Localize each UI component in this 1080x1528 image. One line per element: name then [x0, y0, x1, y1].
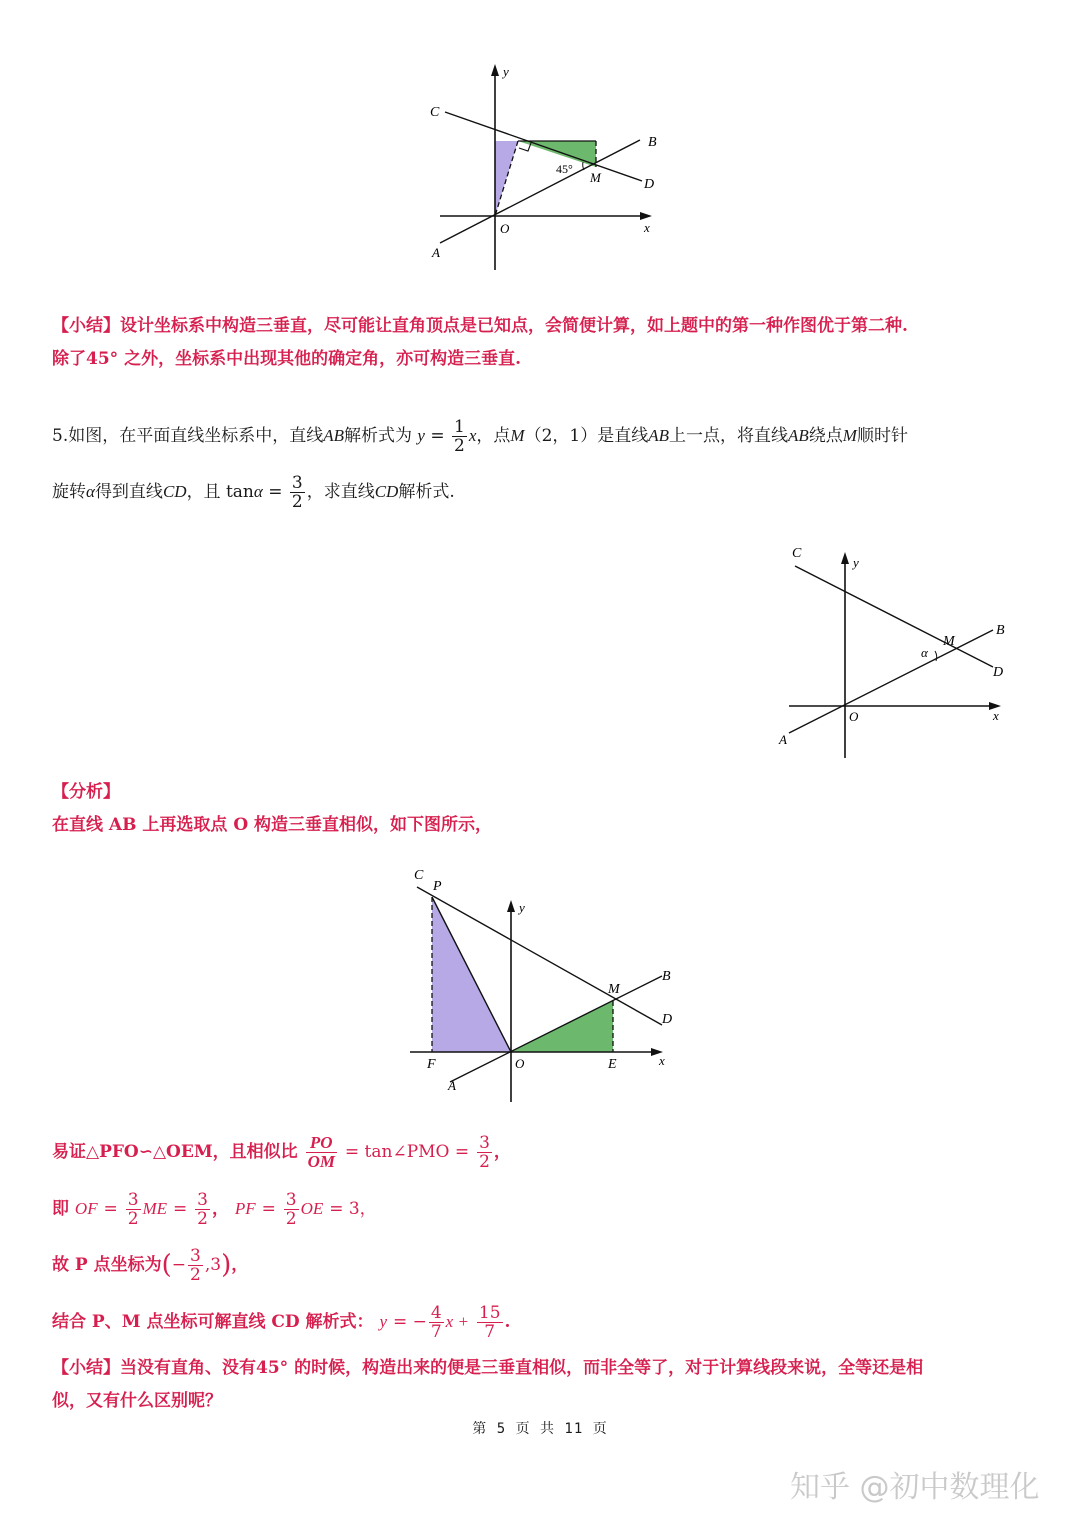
- problem-text: 上一点，将直线: [669, 426, 788, 446]
- problem-text: 解析式.: [398, 482, 455, 502]
- fraction-numerator: 3: [190, 1246, 201, 1266]
- fraction: [429, 1304, 444, 1341]
- summary2-line2: 似，又有什么区别呢？: [52, 1391, 222, 1411]
- solution-text: = −: [392, 1312, 427, 1332]
- fraction: [126, 1191, 141, 1228]
- problem-text: 顺时针: [856, 426, 908, 446]
- fraction-numerator: 3: [291, 473, 303, 493]
- fraction-numerator: 3: [127, 1190, 139, 1210]
- fraction: [284, 1191, 299, 1228]
- solution-line3: 故 P 点坐标为(− $\frac{3}{2}$ ,3)，: [52, 1246, 249, 1285]
- figure-1: [420, 60, 670, 275]
- analysis-line1: 在直线 AB 上再选取点 O 构造三垂直相似，如下图所示，: [52, 815, 493, 835]
- math-cd: CD: [162, 482, 187, 501]
- fig3-label-m: M: [608, 982, 620, 997]
- fraction-denominator: 7: [430, 1322, 442, 1342]
- solution-text: ，: [493, 1142, 511, 1162]
- fraction: [195, 1191, 210, 1228]
- fraction-numerator: 1: [454, 417, 465, 437]
- fraction-denominator: OM: [307, 1152, 335, 1171]
- math-me: ME: [142, 1199, 168, 1218]
- fig2-label-alpha: α: [921, 645, 928, 660]
- solution-text: 即: [52, 1199, 69, 1219]
- problem-text: ，且 tan: [186, 482, 254, 502]
- fig2-label-o: O: [849, 709, 859, 724]
- fraction: [452, 418, 467, 455]
- math-alpha: α: [86, 482, 95, 501]
- fraction-numerator: PO: [306, 1134, 337, 1153]
- fig2-label-a: A: [779, 732, 787, 747]
- math-ab: AB: [323, 426, 345, 445]
- fig3-label-a: A: [448, 1078, 456, 1093]
- math-cd: CD: [374, 482, 399, 501]
- math-m: M: [510, 426, 525, 445]
- solution-text: .: [504, 1312, 511, 1332]
- fig1-label-c: C: [430, 105, 440, 120]
- fraction-denominator: 2: [197, 1209, 208, 1229]
- math-of: OF: [74, 1199, 98, 1218]
- fraction-denominator: 7: [484, 1322, 496, 1342]
- fraction: [306, 1134, 337, 1171]
- problem-text: 绕点: [808, 426, 843, 446]
- figure-2: [775, 540, 1025, 765]
- fig2-label-d: D: [993, 665, 1004, 680]
- summary1-line2: 除了45° 之外，坐标系中出现其他的确定角，亦可构造三垂直.: [52, 349, 521, 369]
- fraction-denominator: 2: [190, 1265, 201, 1285]
- fraction-denominator: 2: [479, 1152, 490, 1172]
- solution-text: =: [261, 1199, 276, 1219]
- summary1-line1: 【小结】设计坐标系中构造三垂直，尽可能让直角顶点是已知点，会简便计算，如上题中的第一种作图优于第二种.: [52, 316, 908, 336]
- problem-line1: 5.如图，在平面直线坐标系中，直线AB解析式为 y = $\frac{1}{2}$ x，点M（2，1）是直线AB上一点，将直线AB绕点M顺时针: [52, 417, 908, 456]
- fig2-label-b: B: [996, 623, 1005, 638]
- fig2-label-x: x: [993, 708, 999, 723]
- solution-text: =: [172, 1199, 188, 1219]
- figure-3: [400, 860, 690, 1105]
- solution-text: =: [103, 1199, 118, 1219]
- fig1-label-y: y: [503, 64, 509, 79]
- math-ab: AB: [648, 426, 669, 445]
- problem-text: 旋转: [52, 482, 86, 502]
- fraction-denominator: 2: [454, 436, 465, 456]
- math-alpha: α: [253, 482, 263, 501]
- math-oe: OE: [300, 1199, 324, 1218]
- problem-text: 解析式为: [344, 426, 413, 446]
- fig1-label-o: O: [500, 221, 510, 236]
- fig1-label-d: D: [644, 177, 655, 192]
- fig3-label-p: P: [433, 879, 442, 894]
- page-footer: 第 5 页 共 11 页: [472, 1421, 608, 1437]
- fig3-label-f: F: [427, 1057, 436, 1072]
- problem-line2: 旋转α得到直线CD，且 tanα = $\frac{3}{2}$ ，求直线CD解析式.: [52, 473, 455, 512]
- solution-line4: [52, 1304, 510, 1341]
- math-x: x +: [445, 1312, 469, 1331]
- fraction: [477, 1134, 492, 1171]
- fig3-label-e: E: [608, 1057, 617, 1072]
- math-pf: PF: [234, 1199, 256, 1218]
- fig1-label-m: M: [590, 170, 601, 185]
- fig3-label-y: y: [519, 900, 525, 915]
- solution-text: ，: [211, 1199, 229, 1219]
- fig3-label-d: D: [662, 1012, 673, 1027]
- math-ab: AB: [788, 426, 809, 445]
- problem-text: （2，1）是直线: [524, 426, 649, 446]
- math-y: y: [379, 1312, 388, 1331]
- summary2-line1: 【小结】当没有直角、没有45° 的时候，构造出来的便是三垂直相似，而非全等了，对于计算线段来说，全等还是相: [52, 1358, 924, 1378]
- fig2-label-y: y: [853, 555, 859, 570]
- fraction-denominator: 2: [285, 1209, 297, 1229]
- solution-text: ，: [231, 1255, 249, 1275]
- problem-text: ，求直线: [306, 482, 375, 502]
- fraction-denominator: 2: [127, 1209, 139, 1229]
- fraction-numerator: 15: [478, 1303, 501, 1323]
- fig1-angle-label: 45°: [556, 162, 573, 176]
- fraction-denominator: 2: [291, 492, 303, 512]
- solution-line2: [52, 1191, 377, 1228]
- problem-text: 得到直线: [94, 482, 163, 502]
- fraction: [290, 474, 305, 511]
- fig3-label-o: O: [515, 1056, 525, 1071]
- problem-text: ，点: [476, 426, 511, 446]
- solution-text: = tan∠PMO =: [344, 1142, 470, 1162]
- math-y: y: [417, 426, 425, 445]
- fig1-label-b: B: [648, 135, 657, 150]
- fraction-numerator: 3: [479, 1133, 490, 1153]
- watermark: 知乎 @初中数理化: [790, 1470, 1040, 1505]
- solution-line1: [52, 1134, 511, 1171]
- fig3-label-c: C: [414, 868, 424, 883]
- fraction-numerator: 4: [430, 1303, 442, 1323]
- solution-text: 易证△PFO∽△OEM，且相似比: [52, 1142, 298, 1162]
- analysis-title: 【分析】: [52, 782, 120, 802]
- fraction: [477, 1304, 503, 1341]
- solution-text: 结合 P、M 点坐标可解直线 CD 解析式：: [52, 1312, 374, 1332]
- math-m: M: [842, 426, 857, 445]
- fig2-label-c: C: [792, 546, 802, 561]
- problem-text: 5.如图，在平面直线坐标系中，直线: [52, 426, 324, 446]
- solution-text: ,3: [204, 1255, 222, 1275]
- fraction: [188, 1247, 203, 1284]
- solution-text: −: [171, 1255, 187, 1275]
- solution-text: = 3，: [329, 1199, 377, 1219]
- math-x: x: [468, 426, 477, 445]
- fig3-label-b: B: [662, 969, 671, 984]
- fraction-numerator: 3: [285, 1190, 297, 1210]
- fig2-label-m: M: [943, 634, 955, 649]
- fraction-numerator: 3: [197, 1190, 208, 1210]
- fig3-label-x: x: [659, 1053, 665, 1068]
- fig1-label-x: x: [644, 220, 650, 235]
- fig1-label-a: A: [432, 245, 440, 260]
- solution-text: 故 P 点坐标为: [52, 1255, 162, 1275]
